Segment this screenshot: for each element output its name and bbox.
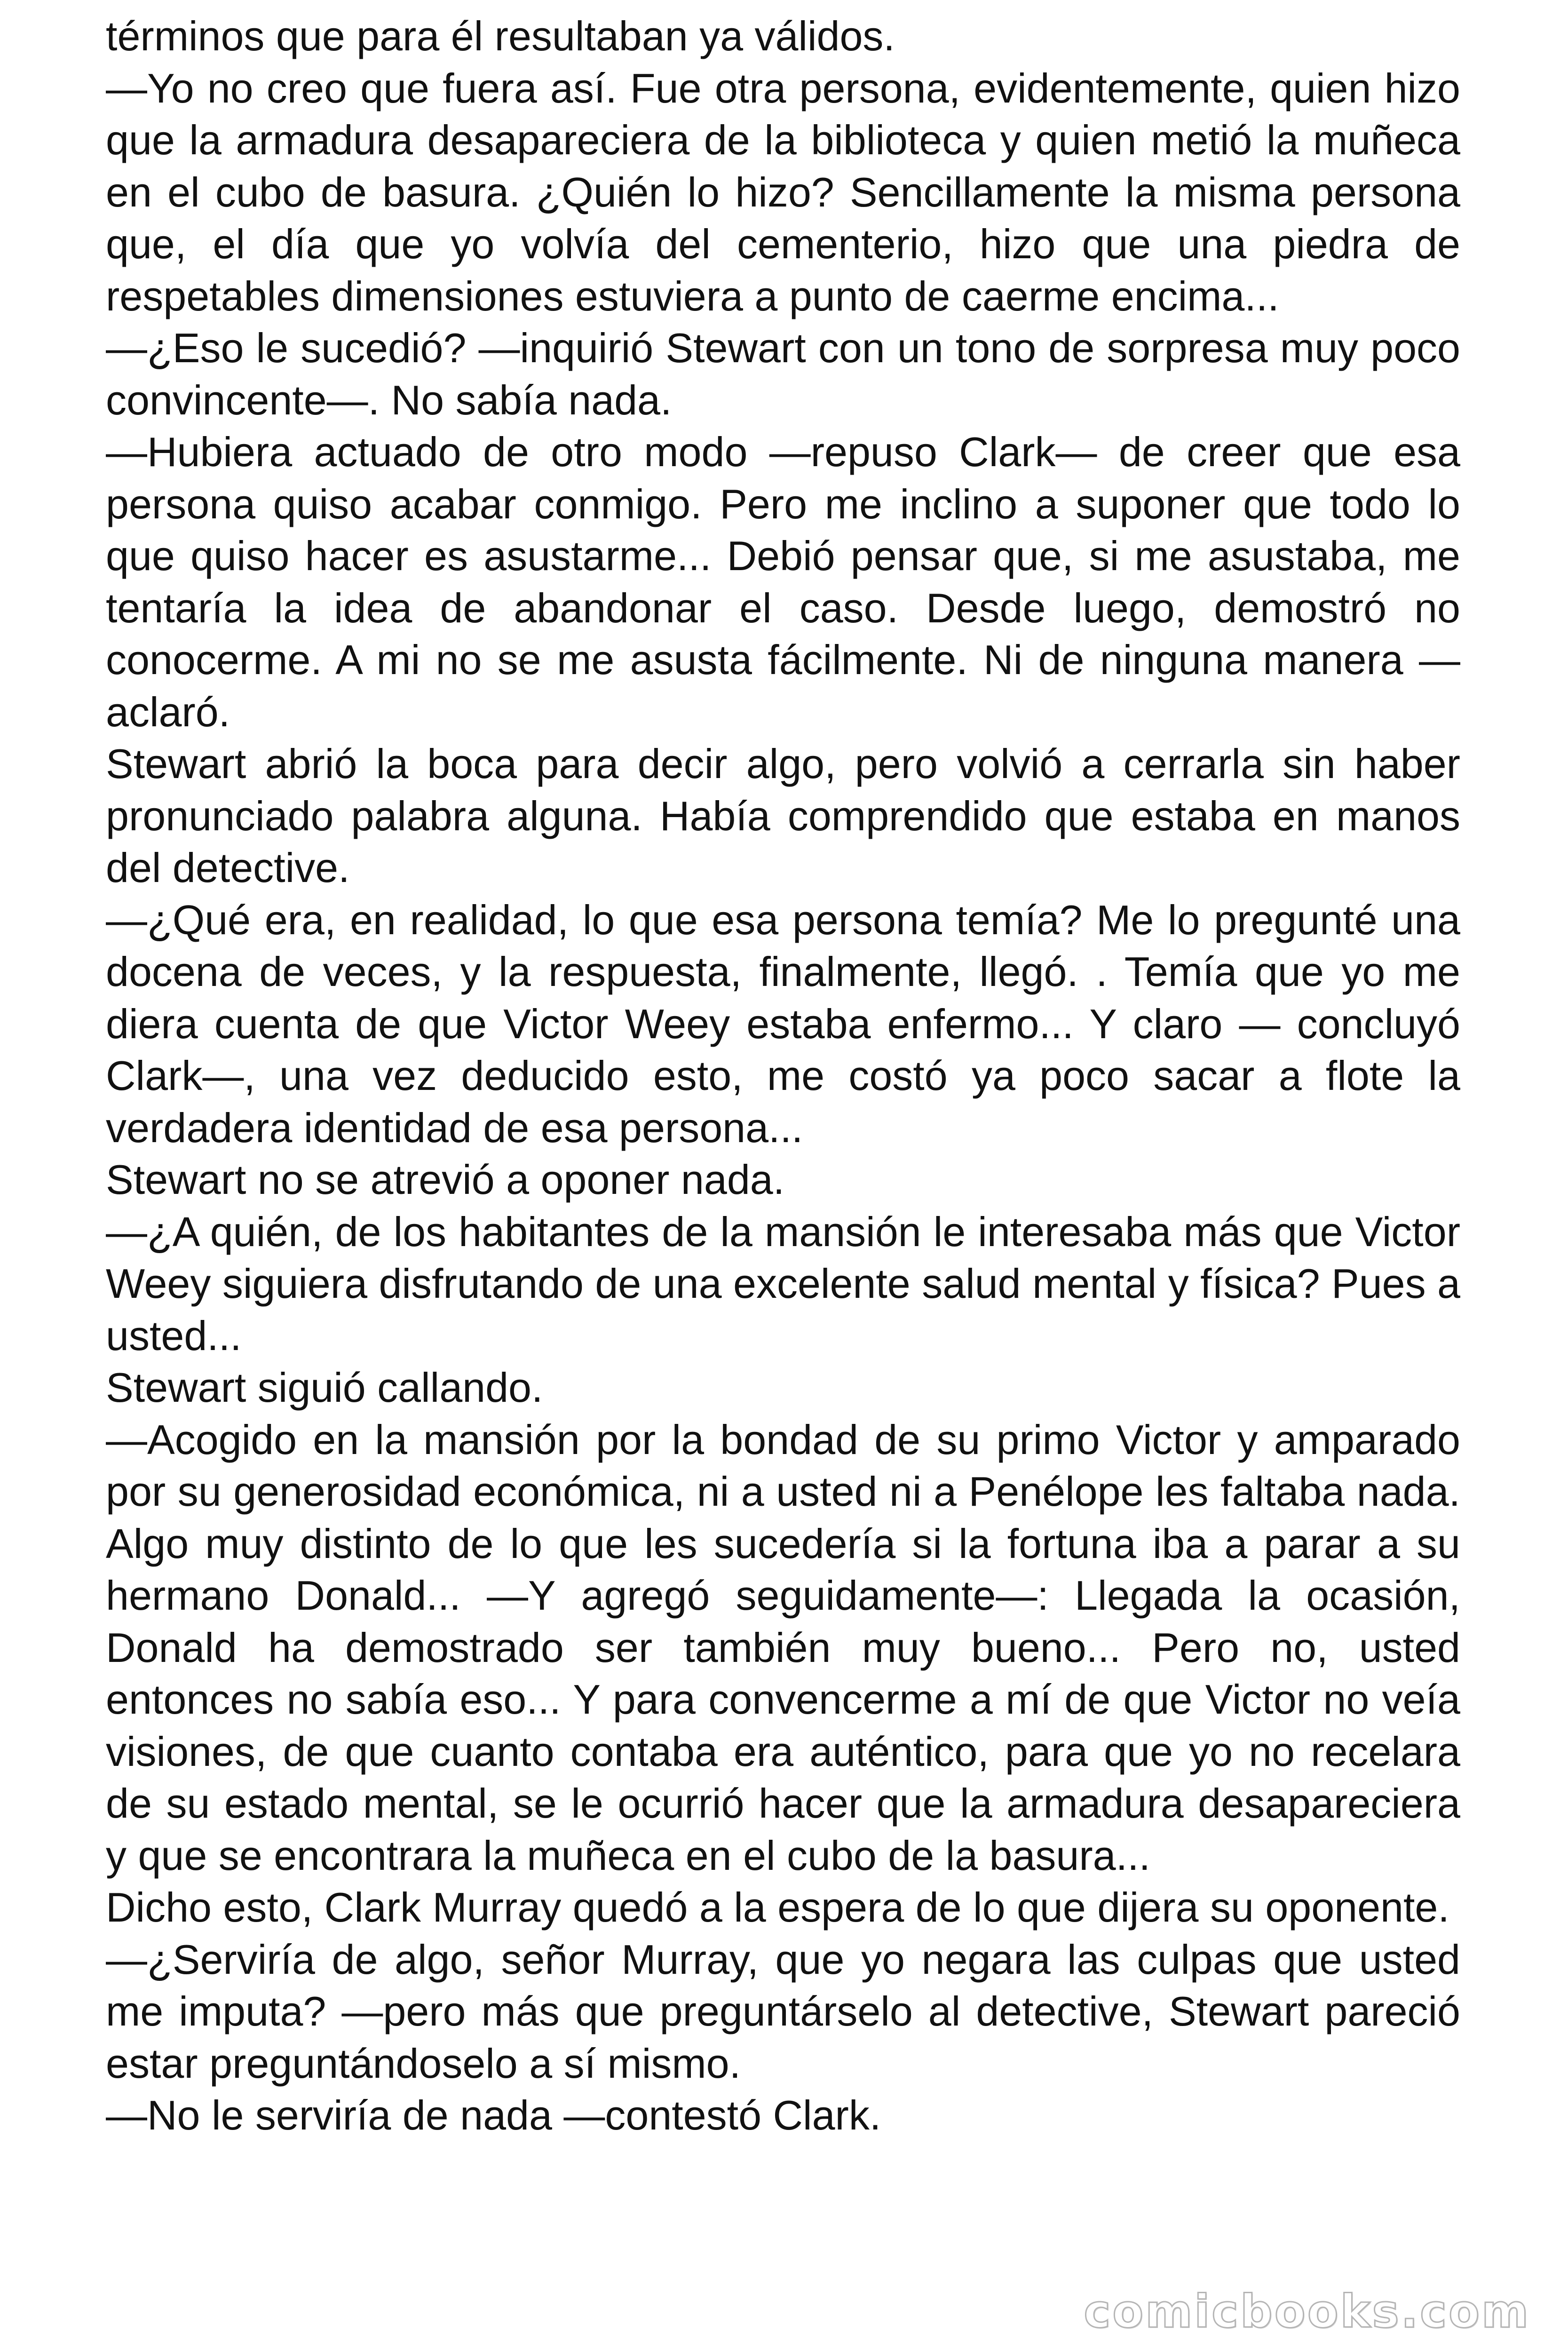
- paragraph: Stewart siguió callando.: [106, 1364, 543, 1411]
- paragraph: términos que para él resultaban ya válidos.: [106, 13, 895, 59]
- paragraph: —Yo no creo que fuera así. Fue otra persona, evidentemente, quien hizo que la armadura desapareciera de la biblioteca y quien metió la muñeca en el cubo de basura. ¿Quién lo hizo? Sencillamente la misma persona que, el día que yo volvía del cementerio, hizo que una piedra de respetables dimensiones estuviera a punto de caerme encima...: [106, 64, 1460, 319]
- paragraph: Dicho esto, Clark Murray quedó a la espera de lo que dijera su oponente.: [106, 1884, 1449, 1931]
- paragraph: Stewart no se atrevió a oponer nada.: [106, 1156, 785, 1203]
- body-text: [106, 10, 1460, 2142]
- paragraph: —¿A quién, de los habitantes de la mansión le interesaba más que Victor Weey siguiera disfrutando de una excelente salud mental y física? Pues a usted...: [106, 1208, 1460, 1359]
- watermark: comicbooks.com: [1084, 2285, 1530, 2338]
- paragraph: —Acogido en la mansión por la bondad de su primo Victor y amparado por su generosidad económica, ni a usted ni a Penélope les faltaba nada. Algo muy distinto de lo que les sucedería si la fortuna iba a parar a su hermano Donald... —Y agregó seguidamente—: Llegada la ocasión, Donald ha demostrado ser también muy bueno... Pero no, usted entonces no sabía eso... Y para convencerme a mí de que Victor no veía visiones, de que cuanto contaba era auténtico, para que yo no recelara de su estado mental, se le ocurrió hacer que la armadura desapareciera y que se encontrara la muñeca en el cubo de la basura...: [106, 1416, 1460, 1879]
- paragraph: —¿Eso le sucedió? —inquirió Stewart con un tono de sorpresa muy poco convincente—. No sabía nada.: [106, 325, 1460, 423]
- paragraph: —¿Serviría de algo, señor Murray, que yo negara las culpas que usted me imputa? —pero más que preguntárselo al detective, Stewart pareció estar preguntándoselo a sí mismo.: [106, 1936, 1460, 2087]
- paragraph: —Hubiera actuado de otro modo —repuso Clark— de creer que esa persona quiso acabar conmigo. Pero me inclino a suponer que todo lo que quiso hacer es asustarme... Debió pensar que, si me asustaba, me tentaría la idea de abandonar el caso. Desde luego, demostró no conocerme. A mi no se me asusta fácilmente. Ni de ninguna manera —aclaró.: [106, 429, 1460, 735]
- paragraph: —¿Qué era, en realidad, lo que esa persona temía? Me lo pregunté una docena de veces, y la respuesta, finalmente, llegó. . Temía que yo me diera cuenta de que Victor Weey estaba enfermo... Y claro — concluyó Clark—, una vez deducido esto, me costó ya poco sacar a flote la verdadera identidad de esa persona...: [106, 896, 1460, 1151]
- paragraph: Stewart abrió la boca para decir algo, pero volvió a cerrarla sin haber pronunciado palabra alguna. Había comprendido que estaba en manos del detective.: [106, 740, 1460, 891]
- paragraph: —No le serviría de nada —contestó Clark.: [106, 2092, 881, 2138]
